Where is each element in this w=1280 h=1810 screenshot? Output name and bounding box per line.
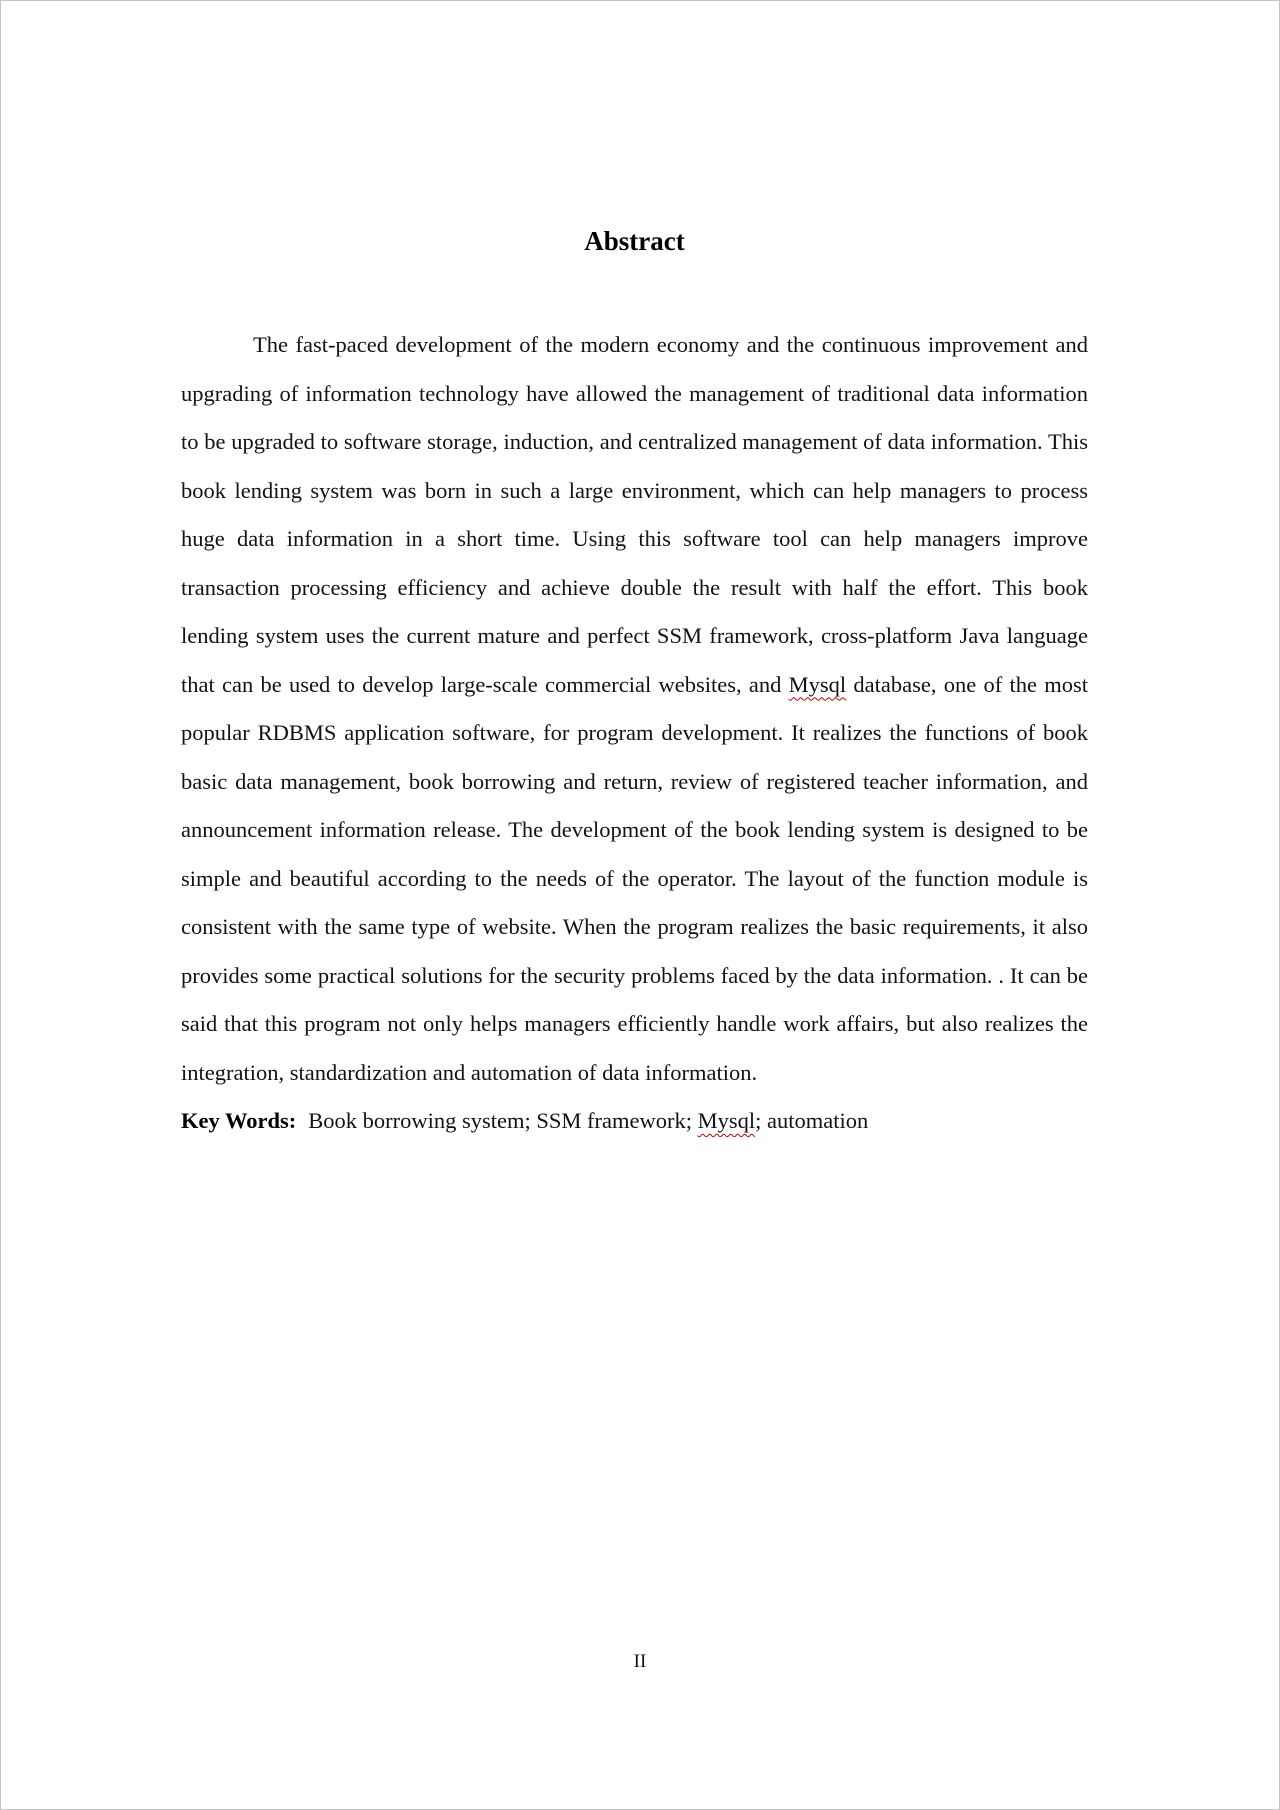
page-title: Abstract	[584, 226, 685, 256]
misspelled-word: Mysql	[788, 671, 847, 697]
keywords-label: Key Words:	[181, 1108, 297, 1133]
keywords-value	[308, 1108, 868, 1133]
text-segment: ; automation	[755, 1108, 869, 1133]
text-segment: Book borrowing system; SSM framework;	[308, 1108, 698, 1133]
misspelled-word: Mysql	[697, 1108, 756, 1133]
page-number: II	[633, 1651, 647, 1672]
text-segment: The fast-paced development of the modern economy and the continuous improvement and upgrading of information technology have allowed the management of traditional data information to be upgraded to software storage, induction, and centralized management of data information. This book lending system was born in such a large environment, which can help managers to process huge data information in a short time. Using this software tool can help managers improve transaction processing efficiency and achieve double the result with half the effort. This book lending system uses the current mature and perfect SSM framework, cross-platform Java language that can be used to develop large-scale commercial websites, and	[181, 332, 1088, 697]
abstract-paragraph	[181, 321, 1088, 1097]
text-segment: database, one of the most popular RDBMS application software, for program development. It realizes the functions of book basic data management, book borrowing and return, review of registered teacher information, and announcement information release. The development of the book lending system is designed to be simple and beautiful according to the needs of the operator. The layout of the function module is consistent with the same type of website. When the program realizes the basic requirements, it also provides some practical solutions for the security problems faced by the data information. . It can be said that this program not only helps managers efficiently handle work affairs, but also realizes the integration, standardization and automation of data information.	[181, 671, 1088, 1085]
page-content	[181, 1, 1088, 1146]
keywords-line	[181, 1097, 1088, 1146]
